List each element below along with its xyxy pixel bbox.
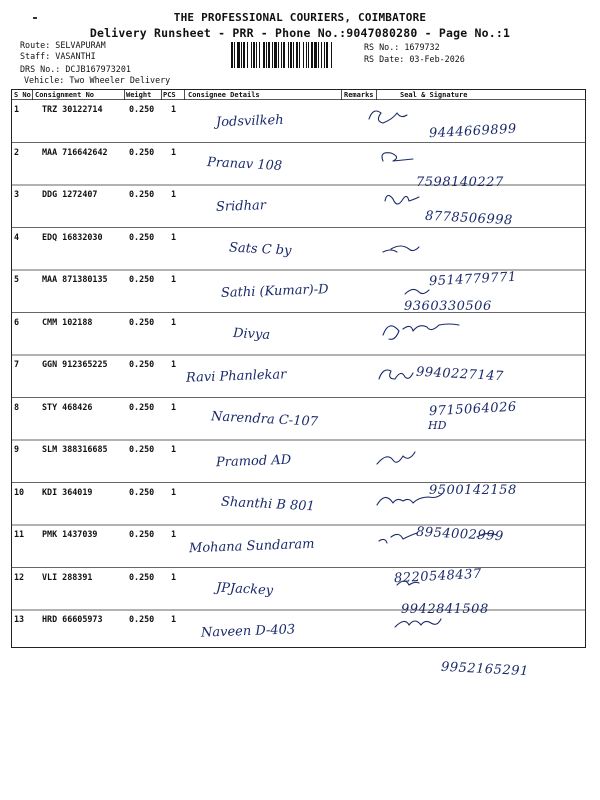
recipient-phone-7: 9715064026	[428, 399, 518, 420]
barcode-bar	[251, 42, 252, 68]
barcode-bar	[243, 42, 245, 68]
barcode-bar	[299, 42, 300, 68]
barcode-bar	[303, 42, 304, 68]
recipient-phone-9: 8954002999	[415, 524, 505, 544]
recipient-phone-8: 9500142158	[429, 483, 517, 498]
row-4-weight: 0.250	[129, 231, 155, 242]
consignee-signature-4: Sats C by	[228, 239, 292, 259]
row-11-consignment: PMK 1437039	[42, 529, 98, 539]
col-header-pcs: PCS	[163, 91, 176, 99]
consignee-signature-8: Narendra C-107	[210, 408, 319, 430]
row-6-consignment: CMM 102188	[42, 316, 93, 327]
row-4-consignment: EDQ 16832030	[42, 231, 103, 242]
barcode-bar	[318, 42, 319, 68]
row-3-consignment: DDG 1272407	[42, 189, 98, 199]
row-10-consignment: KDI 364019	[42, 486, 93, 497]
row-2-pcs: 1	[171, 146, 177, 157]
recipient-phone-1: 9444669899	[428, 121, 518, 142]
seal-mark-hd: HD	[428, 419, 447, 432]
col-header-consignment: Consignment No	[35, 91, 95, 99]
runsheet-subtitle: Delivery Runsheet - PRR - Phone No.:9047080280 - Page No.:1	[89, 26, 511, 40]
recipient-phone-10: 8220548437	[393, 566, 483, 587]
barcode-bar	[308, 42, 309, 68]
row-5-pcs: 1	[171, 274, 177, 284]
row-5-sno: 5	[14, 274, 20, 284]
recipient-phone-4: 9514779771	[428, 269, 518, 289]
row-5-weight: 0.250	[129, 274, 155, 284]
consignee-signature-10: Shanthi B 801	[220, 494, 316, 514]
row-9-consignment: SLM 388316685	[42, 444, 108, 454]
row-11-sno: 11	[14, 529, 25, 539]
row-6-weight: 0.250	[129, 316, 155, 327]
barcode-bar	[324, 42, 325, 68]
consignee-signature-7: Ravi Phanlekar	[185, 367, 287, 386]
consignee-signature-13: Naveen D-403	[200, 622, 296, 641]
barcode-bar	[247, 42, 248, 68]
row-13-consignment: HRD 66605973	[42, 614, 103, 624]
recipient-phone-11: 9942841508	[401, 601, 489, 617]
barcode-bar	[253, 42, 255, 68]
row-7-weight: 0.250	[129, 359, 155, 369]
row-7-sno: 7	[14, 359, 20, 369]
consignee-signature-12: JPJackey	[215, 580, 274, 598]
row-12-consignment: VLI 288391	[42, 571, 93, 582]
row-8-consignment: STY 468426	[42, 401, 93, 412]
row-11-weight: 0.250	[129, 529, 155, 539]
row-3-sno: 3	[14, 189, 20, 199]
company-title: THE PROFESSIONAL COURIERS, COIMBATORE	[173, 11, 427, 24]
barcode-bar	[268, 42, 270, 68]
row-11-pcs: 1	[171, 529, 177, 539]
col-header-weight: Weight	[126, 91, 152, 99]
row-1-sno: 1	[14, 104, 20, 114]
row-12-weight: 0.250	[129, 571, 155, 582]
row-6-sno: 6	[14, 316, 20, 327]
row-3-weight: 0.250	[129, 189, 155, 199]
barcode-bar	[290, 42, 292, 68]
barcode-bar	[278, 42, 279, 68]
barcode-bar	[231, 42, 233, 68]
barcode-bar	[272, 42, 273, 68]
barcode-bar	[306, 42, 307, 68]
barcode-bar	[311, 42, 313, 68]
row-1-pcs: 1	[171, 104, 177, 114]
col-header-seal: Seal & Signature	[400, 91, 468, 99]
recipient-phone-2: 7598140227	[416, 174, 504, 190]
barcode-bar	[234, 42, 235, 68]
row-3-pcs: 1	[171, 189, 177, 199]
row-9-sno: 9	[14, 444, 20, 454]
row-13-weight: 0.250	[129, 614, 155, 624]
barcode-bar	[281, 42, 282, 68]
consignee-signature-9: Pramod AD	[215, 452, 292, 471]
row-5-consignment: MAA 871380135	[42, 274, 108, 284]
barcode-bar	[321, 42, 322, 68]
barcode-image	[231, 42, 359, 68]
row-12-sno: 12	[14, 571, 25, 582]
row-10-pcs: 1	[171, 486, 177, 497]
barcode-bar	[263, 42, 265, 68]
barcode-bar	[293, 42, 294, 68]
row-8-weight: 0.250	[129, 401, 155, 412]
consignee-signature-5: Sathi (Kumar)-D	[220, 282, 329, 301]
barcode-bar	[256, 42, 257, 68]
barcode-bar	[241, 42, 242, 68]
row-10-weight: 0.250	[129, 486, 155, 497]
row-6-pcs: 1	[171, 316, 177, 327]
row-2-consignment: MAA 716642642	[42, 146, 108, 157]
consignee-signature-1: Jodsvilkeh	[215, 112, 284, 131]
barcode-bar	[314, 42, 317, 68]
rs-date: RS Date: 03-Feb-2026	[364, 54, 465, 64]
row-4-sno: 4	[14, 231, 20, 242]
col-header-sno: S No	[14, 91, 31, 99]
barcode-bar	[283, 42, 285, 68]
recipient-phone-6: 9940227147	[415, 364, 505, 384]
row-7-pcs: 1	[171, 359, 177, 369]
barcode-bar	[288, 42, 289, 68]
row-4-pcs: 1	[171, 231, 177, 242]
consignee-signature-6: Divya	[232, 325, 271, 343]
recipient-phone-3: 8778506998	[424, 208, 514, 229]
staff-label: Staff: VASANTHI	[20, 51, 96, 61]
barcode-bar	[259, 42, 260, 68]
barcode-bar	[296, 42, 298, 68]
row-12-pcs: 1	[171, 571, 177, 582]
recipient-phone-12: 9952165291	[440, 659, 530, 680]
drs-label: DRS No.: DCJB167973201	[20, 64, 131, 74]
barcode-bar	[274, 42, 277, 68]
row-10-sno: 10	[14, 486, 25, 497]
barcode-bar	[331, 42, 332, 68]
runsheet-table	[11, 89, 586, 680]
consignee-signature-2: Pranav 108	[206, 154, 283, 174]
row-1-consignment: TRZ 30122714	[42, 104, 103, 114]
col-header-consignee: Consignee Details	[188, 91, 260, 99]
row-7-consignment: GGN 912365225	[42, 359, 108, 369]
recipient-phone-5: 9360330506	[404, 299, 492, 314]
route-label: Route: SELVAPURAM	[20, 40, 106, 50]
vehicle-label: Vehicle: Two Wheeler Delivery	[24, 75, 171, 85]
row-8-pcs: 1	[171, 401, 177, 412]
barcode-bar	[326, 42, 328, 68]
rs-number: RS No.: 1679732	[364, 42, 440, 52]
row-13-sno: 13	[14, 614, 25, 624]
row-13-pcs: 1	[171, 614, 177, 624]
row-9-pcs: 1	[171, 444, 177, 454]
row-2-sno: 2	[14, 146, 20, 157]
row-8-sno: 8	[14, 401, 20, 412]
barcode-bar	[237, 42, 240, 68]
row-9-weight: 0.250	[129, 444, 155, 454]
row-1-weight: 0.250	[129, 104, 155, 114]
consignee-signature-11: Mohana Sundaram	[188, 536, 315, 557]
consignee-signature-3: Sridhar	[215, 198, 267, 215]
barcode-bar	[266, 42, 267, 68]
row-2-weight: 0.250	[129, 146, 155, 157]
col-header-remarks: Remarks	[344, 91, 374, 99]
